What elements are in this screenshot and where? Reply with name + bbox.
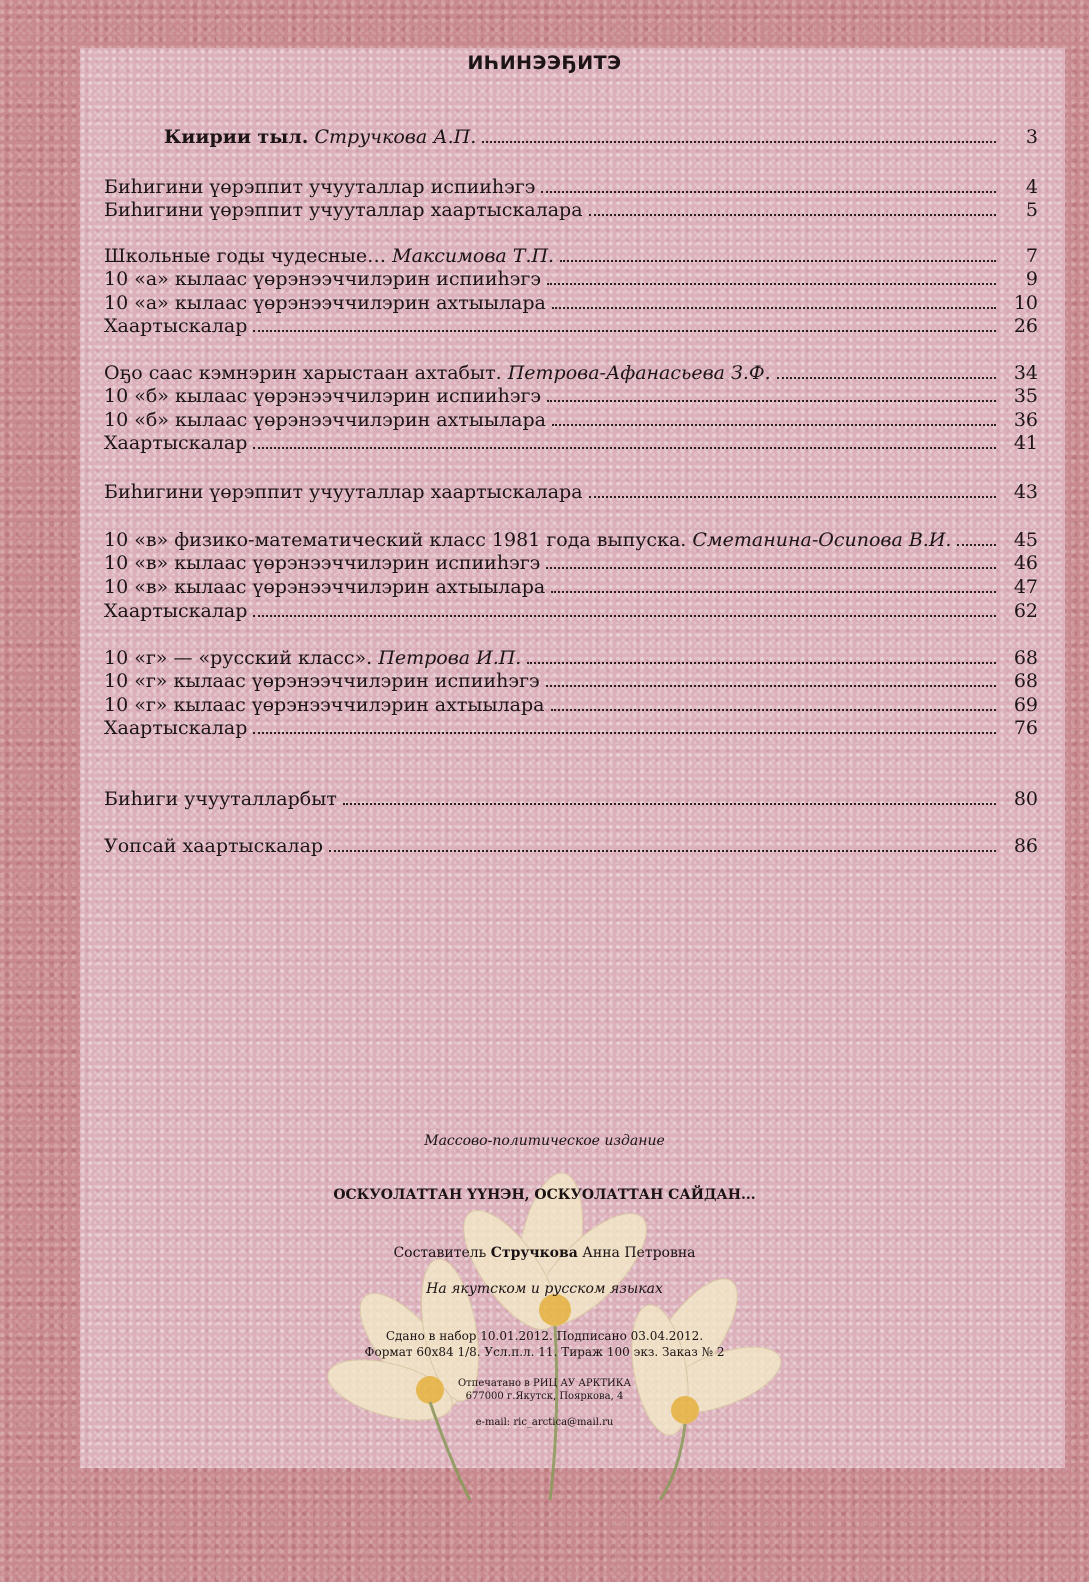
toc-page-number: 34 (1013, 362, 1038, 384)
imprint-subtitle: Массово-политическое издание (424, 1133, 665, 1149)
toc-page-number: 62 (1013, 600, 1038, 622)
toc-page-number: 46 (1013, 552, 1038, 574)
toc-entry-label: Школьные годы чудесные… (104, 245, 387, 267)
toc-page-number: 9 (1025, 268, 1038, 290)
toc-entry (104, 311, 1038, 337)
leader-dots (777, 375, 996, 379)
imprint-printer: Отпечатано в РИЦ АУ АРКТИКА (457, 1378, 632, 1389)
toc-entry (104, 195, 1038, 221)
toc-page-number: 3 (1025, 126, 1038, 148)
toc-entry-label: 10 «г» кылаас үөрэнээччилэрин испииһэгэ (104, 670, 540, 692)
toc-entry (104, 784, 1038, 810)
toc-page-number: 5 (1025, 199, 1038, 221)
toc-entry-label: Биһигини үөрэппит учууталлар хаартыскалара (104, 199, 583, 221)
toc-page-number: 68 (1013, 647, 1038, 669)
leader-dots (253, 328, 996, 332)
imprint-book-title: ОСКУОЛАТТАН ҮҮНЭН, ОСКУОЛАТТАН САЙДАН... (333, 1187, 756, 1203)
leader-dots (551, 589, 996, 593)
toc-entry-label: Оҕо саас кэмнэрин харыстаан ахтабыт. (104, 362, 502, 384)
toc-entry (104, 713, 1038, 739)
toc-page-number: 36 (1013, 409, 1038, 431)
toc-entry-label: 10 «б» кылаас үөрэнээччилэрин ахтыылара (104, 409, 546, 431)
leader-dots (547, 281, 996, 285)
toc-entry-author: Максимова Т.П. (392, 245, 555, 267)
compiler-prefix: Составитель (393, 1245, 487, 1261)
toc-entry (104, 666, 1038, 692)
toc-entry-label: 10 «г» кылаас үөрэнээччилэрин ахтыылара (104, 694, 545, 716)
toc-entry-label: 10 «г» — «русский класс». (104, 647, 373, 669)
leader-dots (541, 189, 996, 193)
toc-entry-label: 10 «в» физико-математический класс 1981 года выпуска. (104, 529, 687, 551)
toc-entry-author: Сметанина-Осипова В.И. (692, 529, 952, 551)
leader-dots (329, 848, 996, 852)
toc-entry-label: Биһигини үөрэппит учууталлар хаартыскалара (104, 481, 583, 503)
toc-page-number: 80 (1013, 788, 1038, 810)
imprint-dates: Сдано в набор 10.01.2012. Подписано 03.04.2012. (385, 1329, 704, 1343)
toc-entry-label: Хаартыскалар (104, 315, 248, 337)
toc-entry (104, 831, 1038, 857)
toc-entry (164, 122, 1038, 148)
toc-entry-label: 10 «а» кылаас үөрэнээччилэрин испииһэгэ (104, 268, 541, 290)
leader-dots (552, 305, 996, 309)
compiler-given-name: Анна Петровна (582, 1245, 696, 1261)
leader-dots (589, 494, 996, 498)
toc-entry (104, 596, 1038, 622)
toc-entry-label: 10 «а» кылаас үөрэнээччилэрин ахтыылара (104, 292, 546, 314)
toc-entry-label: Уопсай хаартыскалар (104, 835, 324, 857)
leader-dots (343, 801, 996, 805)
toc-page-number: 4 (1025, 176, 1038, 198)
toc-entry (104, 477, 1038, 503)
leader-dots (482, 139, 996, 143)
toc-page-number: 43 (1013, 481, 1038, 503)
toc-entry (104, 381, 1038, 407)
toc-entry-label: Биһигини үөрэппит учууталлар испииһэгэ (104, 176, 536, 198)
contents-title: ИҺИНЭЭҔИТЭ (467, 52, 622, 74)
toc-entry-label: 10 «в» кылаас үөрэнээччилэрин испииһэгэ (104, 552, 541, 574)
toc-page-number: 47 (1013, 576, 1038, 598)
leader-dots (253, 730, 996, 734)
leader-dots (546, 565, 996, 569)
leader-dots (527, 660, 996, 664)
leader-dots (552, 422, 996, 426)
toc-page-number: 7 (1025, 245, 1038, 267)
toc-page-number: 41 (1013, 432, 1038, 454)
leader-dots (547, 398, 996, 402)
toc-page-number: 86 (1013, 835, 1038, 857)
toc-entry-label: 10 «в» кылаас үөрэнээччилэрин ахтыылара (104, 576, 546, 598)
toc-entry-label: Биһиги учууталларбыт (104, 788, 337, 810)
toc-page-number: 10 (1013, 292, 1038, 314)
toc-entry-author: Стручкова А.П. (314, 126, 477, 148)
imprint-compiler (0, 1245, 1089, 1261)
toc-entry (104, 264, 1038, 290)
toc-entry-bold: Киирии тыл. (164, 126, 309, 148)
toc-page-number: 35 (1013, 385, 1038, 407)
toc-entry (104, 548, 1038, 574)
toc-entry-author: Петрова-Афанасьева З.Ф. (507, 362, 771, 384)
leader-dots (546, 683, 996, 687)
imprint-languages: На якутском и русском языках (426, 1281, 663, 1297)
compiler-surname: Стручкова (490, 1245, 578, 1261)
toc-page-number: 69 (1013, 694, 1038, 716)
toc-entry-author: Петрова И.П. (378, 647, 522, 669)
toc-entry-label: Хаартыскалар (104, 717, 248, 739)
imprint-email: e-mail: ric_arctica@mail.ru (475, 1417, 614, 1428)
toc-page-number: 68 (1013, 670, 1038, 692)
imprint-address: 677000 г.Якутск, Пояркова, 4 (465, 1391, 624, 1402)
leader-dots (589, 212, 996, 216)
toc-page-number: 76 (1013, 717, 1038, 739)
toc-page-number: 45 (1013, 529, 1038, 551)
toc-page-number: 26 (1013, 315, 1038, 337)
toc-entry-label: Хаартыскалар (104, 600, 248, 622)
toc-entry (104, 428, 1038, 454)
toc-entry (104, 572, 1038, 598)
leader-dots (957, 542, 996, 546)
imprint-format: Формат 60x84 1/8. Усл.п.л. 11. Тираж 100 экз. Заказ № 2 (364, 1345, 725, 1359)
leader-dots (560, 258, 996, 262)
toc-entry-label: 10 «б» кылаас үөрэнээччилэрин испииһэгэ (104, 385, 542, 407)
leader-dots (253, 613, 996, 617)
leader-dots (551, 707, 997, 711)
leader-dots (253, 445, 996, 449)
toc-entry-label: Хаартыскалар (104, 432, 248, 454)
